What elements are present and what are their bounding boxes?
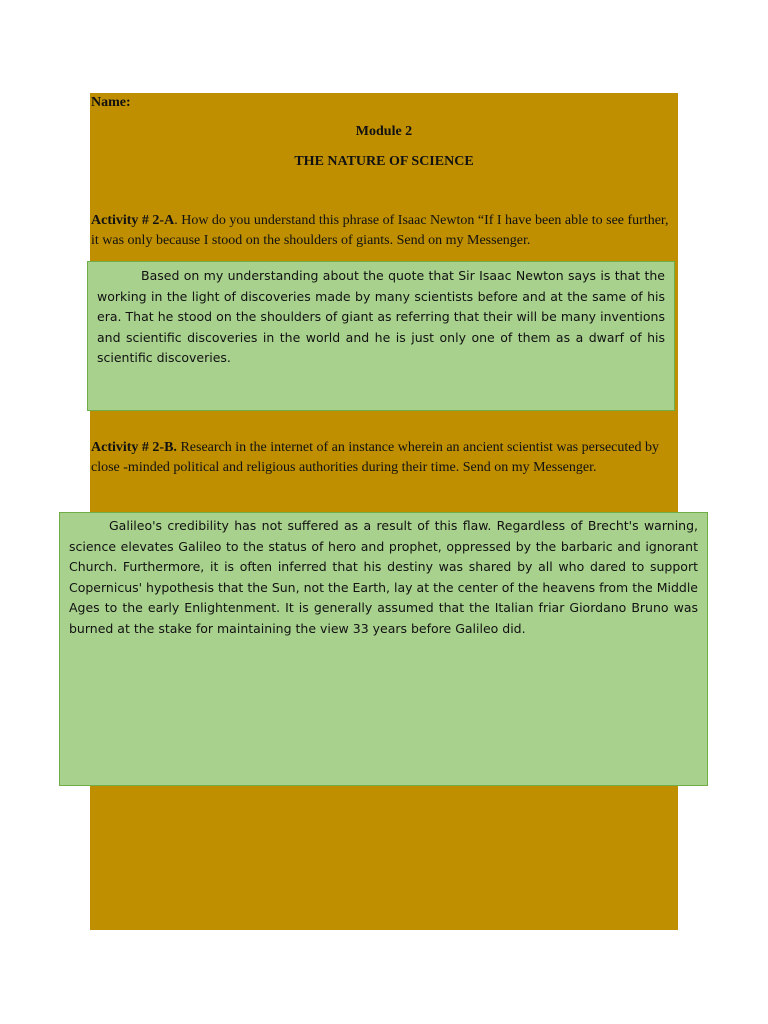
activity-a-prompt <box>91 211 671 250</box>
activity-b-prompt <box>91 438 671 477</box>
activity-b-label: Activity # 2-B. <box>91 440 177 455</box>
activity-a-answer-text: Based on my understanding about the quote that Sir Isaac Newton says is that the working in the light of discoveries made by many scientists before and at the same of his era. That he stood on the shoulders of giant as referring that their will be many inventions and scientific discoveries in the world and he is just only one of them as a dwarf of his scientific discoveries. <box>97 268 665 365</box>
activity-a-answer-box <box>87 261 675 411</box>
activity-b-answer-text: Galileo's credibility has not suffered as a result of this flaw. Regardless of Brecht's warning, science elevates Galileo to the status of hero and prophet, oppressed by the barbaric and ignorant Church. Furthermore, it is often inferred that his destiny was shared by all who dared to support Copernicus' hypothesis that the Sun, not the Earth, lay at the center of the heavens from the Middle Ages to the early Enlightenment. It is generally assumed that the Italian friar Giordano Bruno was burned at the stake for maintaining the view 33 years before Galileo did. <box>69 518 698 636</box>
module-heading: Module 2 <box>355 124 413 139</box>
activity-b-question: Research in the internet of an instance wherein an ancient scientist was persecuted by close -minded political and religious authorities during their time. Send on my Messenger. <box>91 440 659 475</box>
activity-a-question: . How do you understand this phrase of Isaac Newton “If I have been able to see further, it was only because I stood on the shoulders of giants. Send on my Messenger. <box>91 213 669 248</box>
activity-a-label: Activity # 2-A <box>91 213 175 228</box>
activity-b-answer-box <box>59 512 708 786</box>
page-title: THE NATURE OF SCIENCE <box>294 154 474 169</box>
name-label: Name: <box>91 95 131 110</box>
